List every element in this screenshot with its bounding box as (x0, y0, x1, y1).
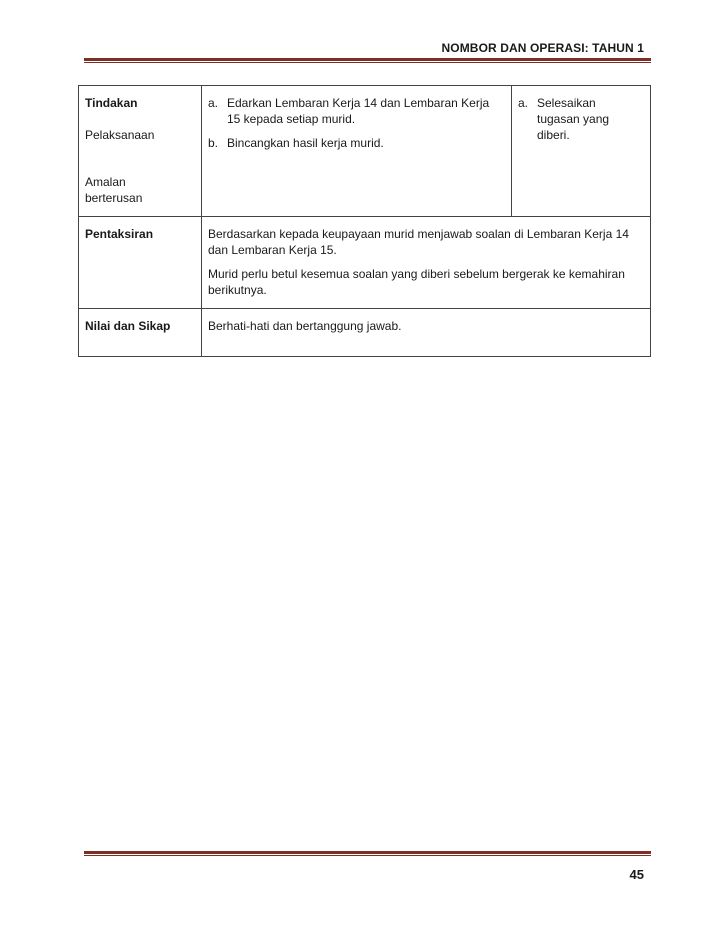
row-label-cell (79, 217, 202, 309)
page-number: 45 (629, 867, 644, 882)
list-item (208, 135, 505, 151)
row-label-cell (79, 309, 202, 357)
pentaksiran-content-cell (202, 217, 651, 309)
label-pelaksanaan: Pelaksanaan (85, 128, 155, 142)
list-item (518, 95, 644, 143)
list-item-text: Bincangkan hasil kerja murid. (227, 136, 384, 150)
list-marker: b. (208, 136, 219, 150)
page-header-title: NOMBOR DAN OPERASI: TAHUN 1 (441, 41, 644, 55)
list-item (208, 95, 505, 127)
tindakan-main-cell (202, 86, 512, 217)
paragraph: Berdasarkan kepada keupayaan murid menjawab soalan di Lembaran Kerja 14 dan Lembaran Kerja 15. (208, 227, 629, 257)
row-label-cell (79, 86, 202, 217)
label-tindakan: Tindakan (85, 96, 138, 110)
label-nilai-dan-sikap: Nilai dan Sikap (85, 319, 171, 333)
footer-rule (84, 851, 651, 856)
table-row-pentaksiran (79, 217, 651, 309)
table-row-nilai-dan-sikap (79, 309, 651, 357)
header-rule (84, 58, 651, 63)
list-item-text: Edarkan Lembaran Kerja 14 dan Lembaran Kerja 15 kepada setiap murid. (227, 96, 490, 126)
table-row-tindakan (79, 86, 651, 217)
list-marker: a. (208, 96, 219, 110)
label-pentaksiran: Pentaksiran (85, 227, 154, 241)
lesson-plan-table (78, 85, 651, 357)
list-item-text: Selesaikan tugasan yang diberi. (537, 96, 610, 142)
paragraph: Berhati-hati dan bertanggung jawab. (208, 319, 402, 333)
tindakan-side-cell (512, 86, 651, 217)
list-marker: a. (518, 96, 529, 110)
paragraph: Murid perlu betul kesemua soalan yang diberi sebelum bergerak ke kemahiran berikutnya. (208, 267, 625, 297)
nilai-content-cell (202, 309, 651, 357)
label-amalan-berterusan: Amalan berterusan (85, 175, 143, 205)
